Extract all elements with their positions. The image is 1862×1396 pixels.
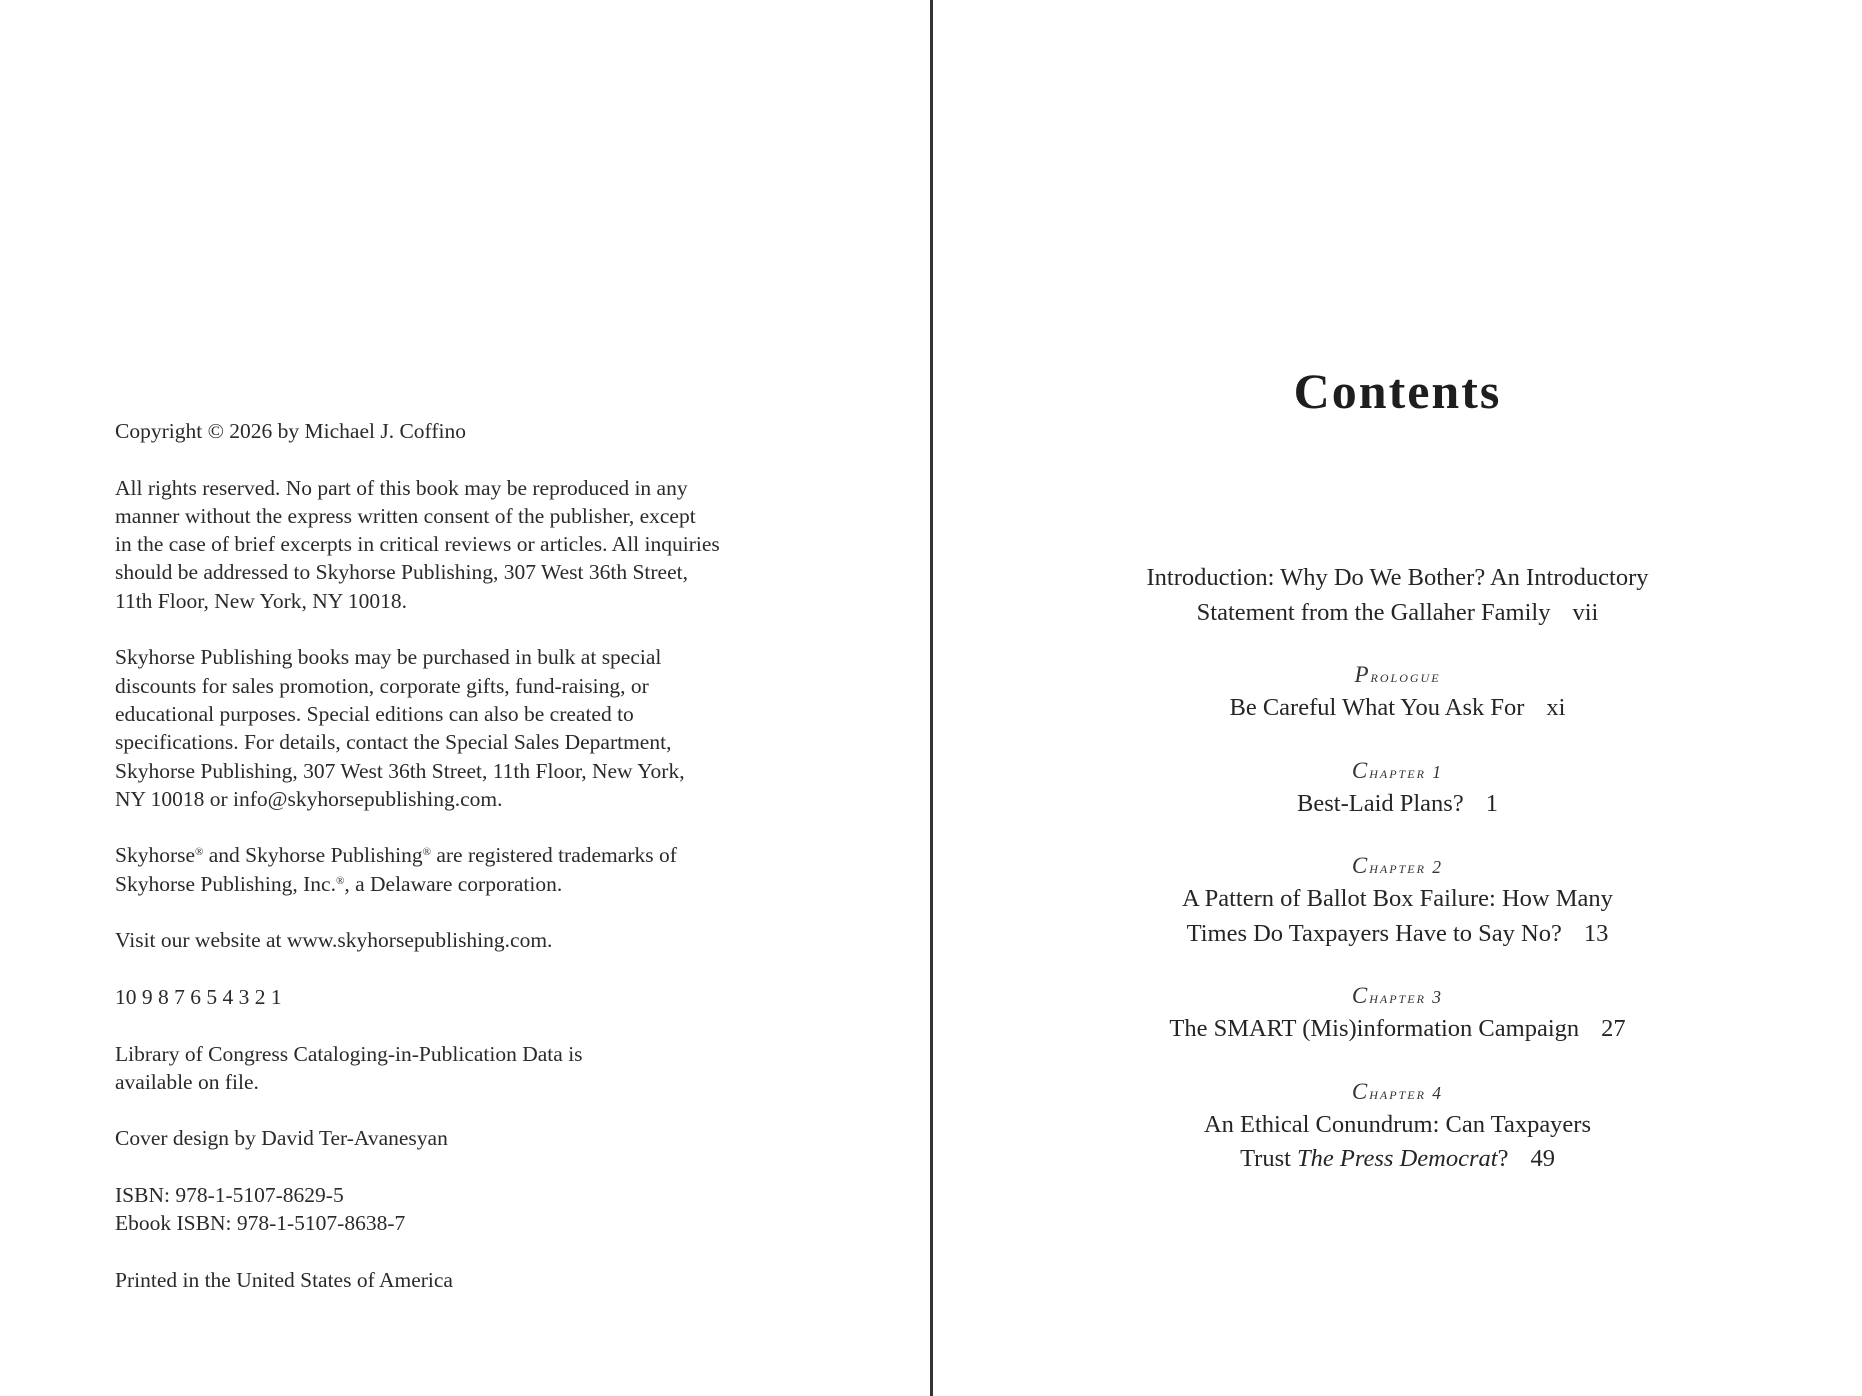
website-line: Visit our website at www.skyhorsepublishing.com. [115,928,553,953]
toc-entry-chapter-1: Chapter 1 Best-Laid Plans? 1 [933,756,1862,822]
registered-mark: ® [335,874,345,887]
toc-entry-chapter-4: Chapter 4 An Ethical Conundrum: Can Taxpayers Trust The Press Democrat? 49 [933,1077,1862,1177]
printing-line: 10 9 8 7 6 5 4 3 2 1 [115,984,282,1009]
printed-in-line: Printed in the United States of America [115,1267,453,1292]
toc-label: Chapter 4 [1351,1078,1444,1104]
cover-design-credit: Cover design by David Ter-Avanesyan [115,1126,448,1151]
copyright-page [0,0,930,1396]
contents-page [933,0,1862,1396]
trademark-paragraph: Skyhorse® and Skyhorse Publishing® are registered trademarks of Skyhorse Publishing, Inc.®, a Delaware corporation. [115,843,677,896]
toc-page-number: 49 [1530,1145,1555,1172]
toc-label: Chapter 3 [1351,983,1444,1008]
library-of-congress-paragraph: Library of Congress Cataloging-in-Publication Data is available on file. [115,1041,583,1094]
toc-page-number: 27 [1601,1015,1626,1042]
toc-label: Chapter 1 [1351,757,1444,783]
copyright-block [115,417,835,1323]
toc-page-number: xi [1546,694,1566,721]
toc-label: Chapter 2 [1351,853,1444,878]
toc-page-number: 1 [1485,789,1498,817]
toc-entry-chapter-3: Chapter 3 The SMART (Mis)information Campaign 27 [933,981,1862,1047]
toc-entry-chapter-2: Chapter 2 A Pattern of Ballot Box Failure: How Many Times Do Taxpayers Have to Say No? 13 [933,851,1862,951]
toc-label: Prologue [1354,662,1441,687]
isbn: ISBN: 978-1-5107-8629-5 [115,1183,344,1208]
rights-reserved-paragraph: All rights reserved. No part of this book may be reproduced in any manner without the express written consent of the publisher, except in the case of brief excerpts in critical reviews or articles. All inquiries should be addressed to Skyhorse Publishing, 307 West 36th Street, 11th Floor, New York, NY 10018. [115,475,720,613]
bulk-sales-paragraph: Skyhorse Publishing books may be purchased in bulk at special discounts for sales promotion, corporate gifts, fund-raising, or educational purposes. Special editions can also be created to specifications. For details, contact the Special Sales Department, Skyhorse Publishing, 307 West 36th Street, 11th Floor, New York, NY 10018 or info@skyhorsepublishing.com. [115,645,685,811]
table-of-contents [933,561,1862,1207]
toc-page-number: 13 [1583,919,1609,947]
toc-entry-prologue: Prologue Be Careful What You Ask For xi [933,660,1862,726]
isbn-block [115,1181,835,1238]
ebook-isbn: Ebook ISBN: 978-1-5107-8638-7 [115,1211,406,1236]
registered-mark: ® [422,846,431,859]
registered-mark: ® [195,846,204,859]
copyright-notice: Copyright © 2026 by Michael J. Coffino [115,419,466,443]
toc-page-number: vii [1572,598,1599,626]
contents-heading: Contents [1293,363,1502,419]
toc-entry-introduction: Introduction: Why Do We Bother? An Introductory Statement from the Gallaher Family vii [1146,564,1649,626]
